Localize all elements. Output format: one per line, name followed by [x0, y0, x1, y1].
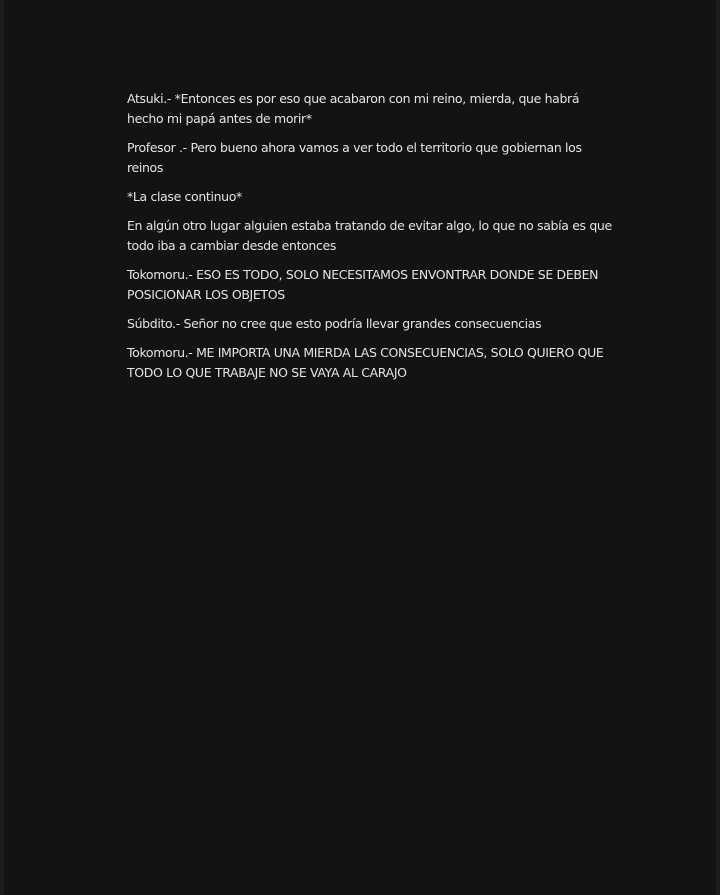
- paragraph-tokomoru-2: Tokomoru.- ME IMPORTA UNA MIERDA LAS CONSECUENCIAS, SOLO QUIERO QUE TODO LO QUE TRABAJE NO SE VAYA AL CARAJO: [127, 345, 604, 380]
- paragraph-narration-elsewhere: En algún otro lugar alguien estaba tratando de evitar algo, lo que no sabía es que todo iba a cambiar desde entonces: [127, 218, 612, 253]
- paragraph-atsuki-thought: Atsuki.- *Entonces es por eso que acabaron con mi reino, mierda, que habrá hecho mi papá antes de morir*: [127, 91, 580, 126]
- paragraph-profesor: Profesor .- Pero bueno ahora vamos a ver todo el territorio que gobiernan los reinos: [127, 140, 582, 175]
- paragraph-tokomoru-1: Tokomoru.- ESO ES TODO, SOLO NECESITAMOS ENVONTRAR DONDE SE DEBEN POSICIONAR LOS OBJETOS: [127, 267, 599, 302]
- paragraph-narration-class: *La clase continuo*: [127, 189, 242, 204]
- story-text: [127, 89, 617, 392]
- paragraph-subdito: Súbdito.- Señor no cree que esto podría llevar grandes consecuencias: [127, 316, 542, 331]
